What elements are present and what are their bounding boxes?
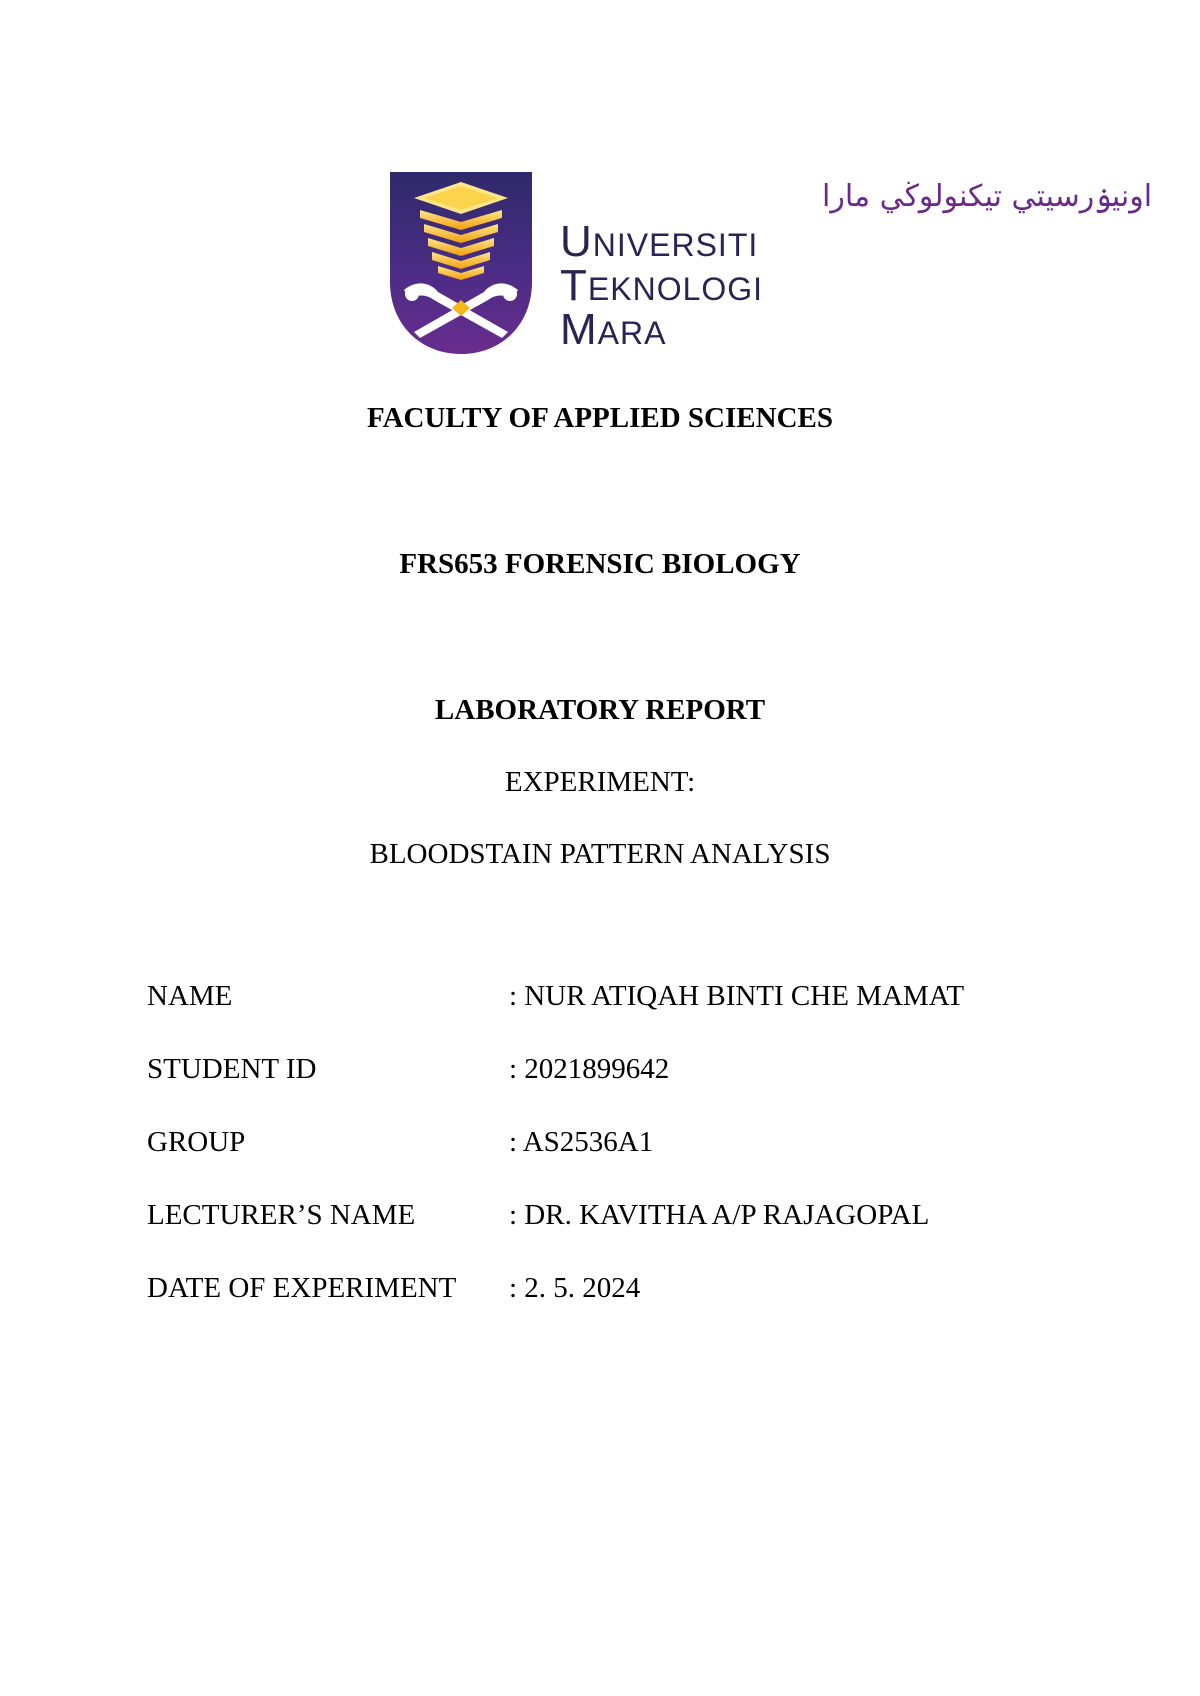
svg-text:اونيۏرسيتي تيكنولوڬي مارا: اونيۏرسيتي تيكنولوڬي مارا [822,179,1153,214]
info-label: NAME [147,980,233,1012]
info-row-student-id [147,1053,1107,1126]
university-name-line-1: UNIVERSITI [560,217,759,266]
university-name-line-3: MARA [560,305,667,354]
experiment-title: BLOODSTAIN PATTERN ANALYSIS [369,838,831,870]
info-label: GROUP [147,1126,246,1158]
experiment-label: EXPERIMENT: [504,766,696,798]
report-type-heading: LABORATORY REPORT [434,694,766,726]
university-crest-icon [390,172,532,354]
info-label: STUDENT ID [147,1053,317,1085]
info-label: DATE OF EXPERIMENT [147,1272,457,1304]
info-row-name [147,980,1107,1053]
info-value: : DR. KAVITHA A/P RAJAGOPAL [509,1199,930,1231]
info-label: LECTURER’S NAME [147,1199,416,1231]
student-info-table [147,980,1107,1345]
university-name-line-2: TEKNOLOGI [560,261,764,310]
faculty-heading: FACULTY OF APPLIED SCIENCES [367,402,833,434]
university-name [560,217,764,354]
university-logo [390,172,1153,354]
info-row-date [147,1272,1107,1345]
info-value: : NUR ATIQAH BINTI CHE MAMAT [509,980,965,1012]
info-row-lecturer [147,1199,1107,1272]
info-value: : 2. 5. 2024 [509,1272,641,1304]
jawi-name-icon [558,172,1153,216]
info-value: : 2021899642 [509,1053,670,1085]
course-heading: FRS653 FORENSIC BIOLOGY [399,548,801,580]
info-value: : AS2536A1 [509,1126,654,1158]
info-row-group [147,1126,1107,1199]
